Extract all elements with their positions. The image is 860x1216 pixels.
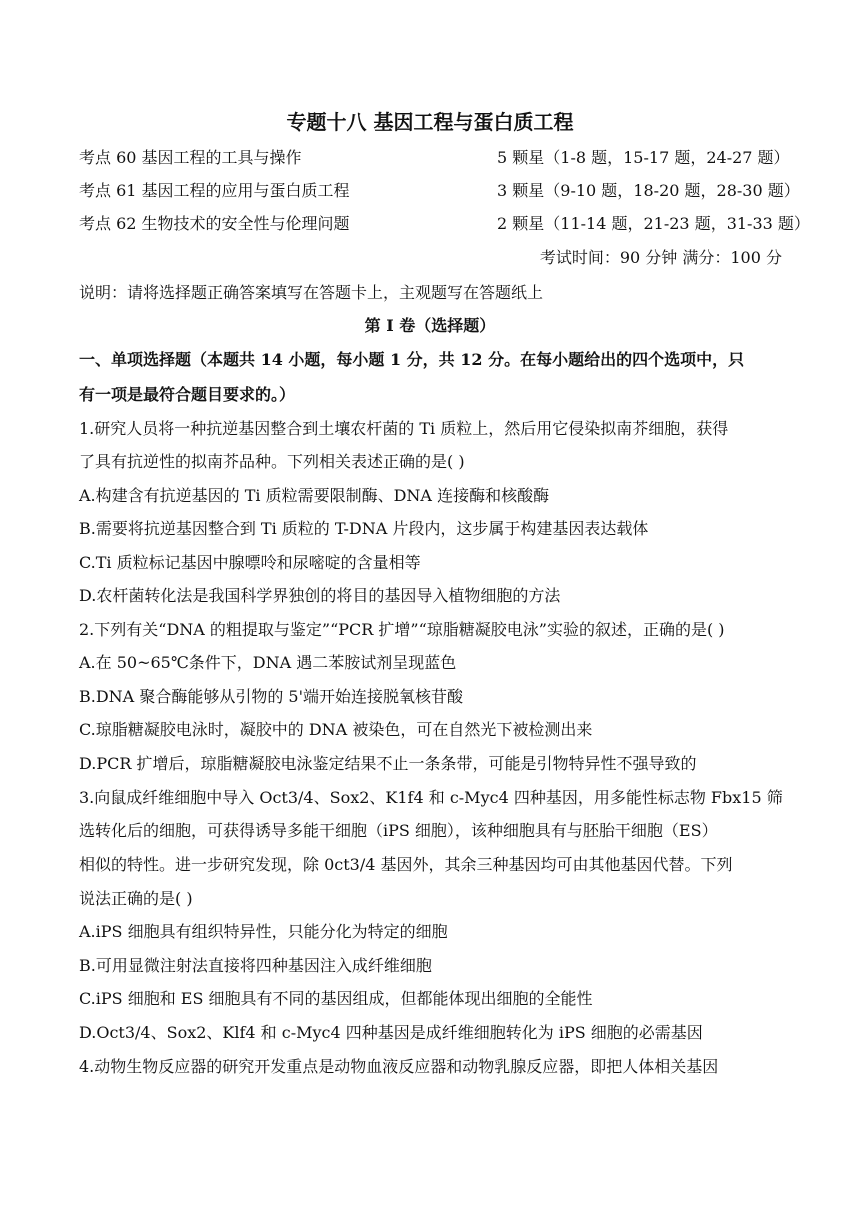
question-1-option-d: D.农杆菌转化法是我国科学界独创的将目的基因导入植物细胞的方法 xyxy=(79,586,561,605)
question-3-option-a: A.iPS 细胞具有组织特异性，只能分化为特定的细胞 xyxy=(79,922,448,941)
instruction-note: 说明：请将选择题正确答案填写在答题卡上，主观题写在答题纸上 xyxy=(79,283,544,302)
question-2-option-d: D.PCR 扩增后，琼脂糖凝胶电泳鉴定结果不止一条条带，可能是引物特异性不强导致的 xyxy=(79,754,697,773)
question-2-option-b: B.DNA 聚合酶能够从引物的 5'端开始连接脱氧核苷酸 xyxy=(79,687,463,706)
question-1-option-b: B.需要将抗逆基因整合到 Ti 质粒的 T-DNA 片段内，这步属于构建基因表达载体 xyxy=(79,519,649,538)
kaodian-info: 3 颗星（9-10 题，18-20 题，28-30 题） xyxy=(497,181,800,200)
part-heading-line-2: 有一项是最符合题目要求的。） xyxy=(79,385,296,404)
question-3-stem: 3.向鼠成纤维细胞中导入 Oct3/4、Sox2、K1f4 和 c-Myc4 四种基因，用多能性标志物 Fbx15 筛 xyxy=(79,788,783,807)
question-1-stem: 1.研究人员将一种抗逆基因整合到土壤农杆菌的 Ti 质粒上，然后用它侵染拟南芥细胞，获得 xyxy=(79,419,729,438)
kaodian-name: 考点 62 生物技术的安全性与伦理问题 xyxy=(79,214,350,233)
question-2-stem: 2.下列有关“DNA 的粗提取与鉴定”“PCR 扩增”“琼脂糖凝胶电泳”实验的叙述，正确的是( ) xyxy=(79,620,725,639)
section-title: 第 I 卷（选择题） xyxy=(364,316,496,335)
question-2-option-c: C.琼脂糖凝胶电泳时，凝胶中的 DNA 被染色，可在自然光下被检测出来 xyxy=(79,720,593,739)
part-heading-line-1: 一、单项选择题（本题共 14 小题，每小题 1 分，共 12 分。在每小题给出的四个选项中，只 xyxy=(79,350,745,369)
question-1-option-c: C.Ti 质粒标记基因中腺嘌呤和尿嘧啶的含量相等 xyxy=(79,553,421,572)
kaodian-name: 考点 60 基因工程的工具与操作 xyxy=(79,148,302,167)
question-1-stem: 了具有抗逆性的拟南芥品种。下列相关表述正确的是( ) xyxy=(79,452,465,471)
question-1-option-a: A.构建含有抗逆基因的 Ti 质粒需要限制酶、DNA 连接酶和核酸酶 xyxy=(79,486,550,505)
exam-info: 考试时间：90 分钟 满分：100 分 xyxy=(539,248,782,267)
kaodian-info: 5 颗星（1-8 题，15-17 题，24-27 题） xyxy=(497,148,790,167)
kaodian-row-61 xyxy=(79,181,800,201)
question-3-stem: 说法正确的是( ) xyxy=(79,889,193,908)
question-3-stem: 相似的特性。进一步研究发现，除 0ct3/4 基因外，其余三种基因均可由其他基因代替。下列 xyxy=(79,855,733,874)
question-2-option-a: A.在 50~65℃条件下，DNA 遇二苯胺试剂呈现蓝色 xyxy=(79,653,457,672)
question-3-stem: 选转化后的细胞，可获得诱导多能干细胞（iPS 细胞），该种细胞具有与胚胎干细胞（ES） xyxy=(79,821,718,840)
kaodian-info: 2 颗星（11-14 题，21-23 题，31-33 题） xyxy=(497,214,810,233)
page-title: 专题十八 基因工程与蛋白质工程 xyxy=(286,110,574,134)
question-3-option-b: B.可用显微注射法直接将四种基因注入成纤维细胞 xyxy=(79,956,432,975)
kaodian-row-60 xyxy=(79,148,790,168)
question-3-option-c: C.iPS 细胞和 ES 细胞具有不同的基因组成，但都能体现出细胞的全能性 xyxy=(79,989,593,1008)
question-3-option-d: D.Oct3/4、Sox2、Klf4 和 c-Myc4 四种基因是成纤维细胞转化为 iPS 细胞的必需基因 xyxy=(79,1023,703,1042)
question-4-stem: 4.动物生物反应器的研究开发重点是动物血液反应器和动物乳腺反应器，即把人体相关基因 xyxy=(79,1057,719,1076)
kaodian-name: 考点 61 基因工程的应用与蛋白质工程 xyxy=(79,181,350,200)
kaodian-row-62 xyxy=(79,214,810,234)
